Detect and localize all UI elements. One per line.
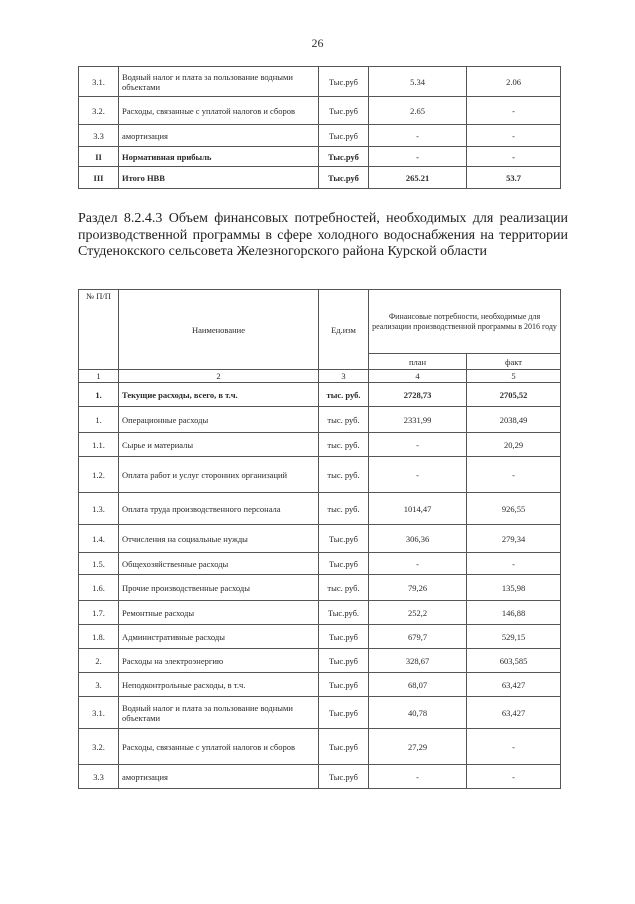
- row-unit: Тыс.руб.: [319, 601, 369, 625]
- row-fact-value: -: [467, 147, 561, 167]
- row-fact-value: 2705,52: [467, 383, 561, 407]
- row-plan-value: 252,2: [369, 601, 467, 625]
- row-unit: Тыс.руб: [319, 97, 369, 125]
- row-number: 3.: [79, 673, 119, 697]
- row-number: 3.3: [79, 765, 119, 789]
- row-fact-value: 529,15: [467, 625, 561, 649]
- row-plan-value: 2.65: [369, 97, 467, 125]
- header-name: Наименование: [119, 290, 319, 370]
- row-unit: тыс. руб.: [319, 493, 369, 525]
- row-name: Ремонтные расходы: [119, 601, 319, 625]
- row-number: 3.1.: [79, 697, 119, 729]
- row-number: 2.: [79, 649, 119, 673]
- row-unit: Тыс.руб: [319, 765, 369, 789]
- table-row: [79, 553, 561, 575]
- financial-needs-table: [78, 289, 561, 789]
- row-plan-value: 79,26: [369, 575, 467, 601]
- row-fact-value: 20,29: [467, 433, 561, 457]
- table-row: [79, 575, 561, 601]
- row-name: Водный налог и плата за пользование водными объектами: [119, 697, 319, 729]
- table-row: [79, 649, 561, 673]
- row-unit: Тыс.руб: [319, 125, 369, 147]
- row-fact-value: -: [467, 729, 561, 765]
- row-fact-value: 53.7: [467, 167, 561, 189]
- row-name: Нормативная прибыль: [119, 147, 319, 167]
- row-number: 3.3: [79, 125, 119, 147]
- row-name: амортизация: [119, 765, 319, 789]
- row-number: II: [79, 147, 119, 167]
- index-cell: 2: [119, 370, 319, 383]
- header-plan: план: [369, 354, 467, 370]
- row-plan-value: 68,07: [369, 673, 467, 697]
- table-row: [79, 765, 561, 789]
- row-plan-value: 328,67: [369, 649, 467, 673]
- row-name: Расходы, связанные с уплатой налогов и сборов: [119, 97, 319, 125]
- header-needs: Финансовые потребности, необходимые для реализации производственной программы в 2016 году: [369, 290, 561, 354]
- row-name: Прочие производственные расходы: [119, 575, 319, 601]
- index-row: [79, 370, 561, 383]
- top-cost-table: [78, 66, 561, 189]
- index-cell: 4: [369, 370, 467, 383]
- row-plan-value: -: [369, 765, 467, 789]
- row-fact-value: -: [467, 97, 561, 125]
- table-row: [79, 147, 561, 167]
- row-unit: Тыс.руб: [319, 525, 369, 553]
- row-name: Административные расходы: [119, 625, 319, 649]
- row-plan-value: 679,7: [369, 625, 467, 649]
- row-fact-value: 135,98: [467, 575, 561, 601]
- table-row: [79, 97, 561, 125]
- row-name: Оплата труда производственного персонала: [119, 493, 319, 525]
- row-fact-value: 2038,49: [467, 407, 561, 433]
- row-name: Итого НВВ: [119, 167, 319, 189]
- row-unit: Тыс.руб: [319, 67, 369, 97]
- row-number: 3.2.: [79, 729, 119, 765]
- row-name: Сырье и материалы: [119, 433, 319, 457]
- header-unit: Ед.изм: [319, 290, 369, 370]
- row-number: 1.1.: [79, 433, 119, 457]
- section-heading: Раздел 8.2.4.3 Объем финансовых потребностей, необходимых для реализации производственной программы в сфере холодного водоснабжения на территории Студенокского сельсовета Железногорского района Курской области: [78, 211, 568, 259]
- table-row: [79, 67, 561, 97]
- row-number: 1.6.: [79, 575, 119, 601]
- table-row: [79, 457, 561, 493]
- header-fact: факт: [467, 354, 561, 370]
- row-unit: тыс. руб.: [319, 457, 369, 493]
- row-plan-value: -: [369, 147, 467, 167]
- row-name: Общехозяйственные расходы: [119, 553, 319, 575]
- row-plan-value: 306,36: [369, 525, 467, 553]
- header-num: № П/П: [79, 290, 119, 370]
- row-unit: тыс. руб.: [319, 383, 369, 407]
- row-fact-value: 63,427: [467, 697, 561, 729]
- row-plan-value: -: [369, 457, 467, 493]
- row-unit: тыс. руб.: [319, 575, 369, 601]
- row-name: Операционные расходы: [119, 407, 319, 433]
- row-unit: Тыс.руб: [319, 697, 369, 729]
- row-fact-value: -: [467, 457, 561, 493]
- row-unit: тыс. руб.: [319, 407, 369, 433]
- row-unit: Тыс.руб: [319, 553, 369, 575]
- index-cell: 5: [467, 370, 561, 383]
- header-row: [79, 290, 561, 354]
- row-number: 1.8.: [79, 625, 119, 649]
- row-unit: тыс. руб.: [319, 433, 369, 457]
- row-plan-value: 2331,99: [369, 407, 467, 433]
- row-unit: Тыс.руб: [319, 729, 369, 765]
- row-fact-value: 146,88: [467, 601, 561, 625]
- row-fact-value: -: [467, 125, 561, 147]
- row-fact-value: -: [467, 553, 561, 575]
- row-name: Расходы на электроэнергию: [119, 649, 319, 673]
- row-number: 1.: [79, 407, 119, 433]
- row-fact-value: -: [467, 765, 561, 789]
- row-number: 1.2.: [79, 457, 119, 493]
- row-name: Водный налог и плата за пользование водными объектами: [119, 67, 319, 97]
- row-unit: Тыс.руб: [319, 673, 369, 697]
- row-fact-value: 603,585: [467, 649, 561, 673]
- table-row: [79, 697, 561, 729]
- table-row: [79, 493, 561, 525]
- row-plan-value: -: [369, 125, 467, 147]
- row-fact-value: 63,427: [467, 673, 561, 697]
- row-number: 1.5.: [79, 553, 119, 575]
- row-number: 1.3.: [79, 493, 119, 525]
- table-row: [79, 383, 561, 407]
- row-plan-value: -: [369, 553, 467, 575]
- index-cell: 3: [319, 370, 369, 383]
- row-name: амортизация: [119, 125, 319, 147]
- row-unit: Тыс.руб: [319, 147, 369, 167]
- table-row: [79, 167, 561, 189]
- row-number: 3.2.: [79, 97, 119, 125]
- row-plan-value: 40,78: [369, 697, 467, 729]
- row-name: Неподконтрольные расходы, в т.ч.: [119, 673, 319, 697]
- row-name: Расходы, связанные с уплатой налогов и сборов: [119, 729, 319, 765]
- row-number: 1.7.: [79, 601, 119, 625]
- row-plan-value: -: [369, 433, 467, 457]
- row-plan-value: 27,29: [369, 729, 467, 765]
- table-row: [79, 433, 561, 457]
- row-number: 1.4.: [79, 525, 119, 553]
- row-number: 1.: [79, 383, 119, 407]
- table-row: [79, 525, 561, 553]
- row-name: Оплата работ и услуг сторонних организаций: [119, 457, 319, 493]
- table-row: [79, 673, 561, 697]
- table-row: [79, 125, 561, 147]
- table-row: [79, 601, 561, 625]
- table-row: [79, 407, 561, 433]
- row-fact-value: 926,55: [467, 493, 561, 525]
- row-fact-value: 279,34: [467, 525, 561, 553]
- row-plan-value: 265.21: [369, 167, 467, 189]
- row-number: 3.1.: [79, 67, 119, 97]
- row-name: Отчисления на социальные нужды: [119, 525, 319, 553]
- table-row: [79, 729, 561, 765]
- row-name: Текущие расходы, всего, в т.ч.: [119, 383, 319, 407]
- row-plan-value: 2728,73: [369, 383, 467, 407]
- row-number: III: [79, 167, 119, 189]
- row-plan-value: 1014,47: [369, 493, 467, 525]
- row-plan-value: 5.34: [369, 67, 467, 97]
- row-unit: Тыс.руб: [319, 167, 369, 189]
- table-row: [79, 625, 561, 649]
- index-cell: 1: [79, 370, 119, 383]
- page-number: 26: [311, 36, 324, 50]
- row-fact-value: 2.06: [467, 67, 561, 97]
- row-unit: Тыс.руб: [319, 649, 369, 673]
- row-unit: Тыс.руб: [319, 625, 369, 649]
